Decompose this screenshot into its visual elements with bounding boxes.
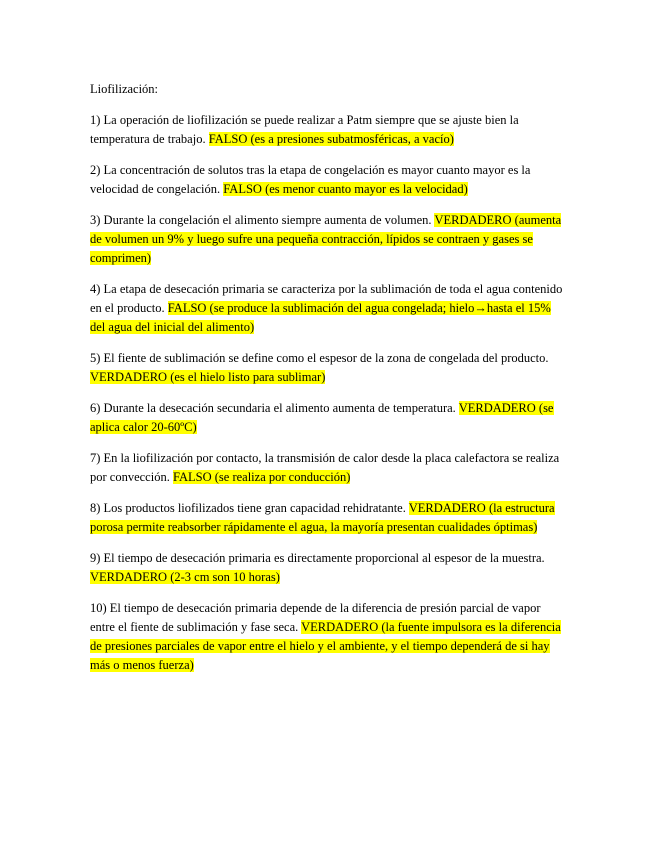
question-text: 3) Durante la congelación el alimento siempre aumenta de volumen. <box>90 213 435 227</box>
question-6 <box>90 399 567 437</box>
question-2 <box>90 161 567 199</box>
question-text: 2) La concentración de solutos tras la etapa de congelación es mayor cuanto mayor es la velocidad de congelación. <box>90 163 531 196</box>
question-text: 10) El tiempo de desecación primaria depende de la diferencia de presión parcial de vapor entre el fiente de sublimación y fase seca. <box>90 601 541 634</box>
question-5 <box>90 349 567 387</box>
answer-highlight: VERDADERO (es el hielo listo para sublimar) <box>90 370 326 384</box>
question-text: 8) Los productos liofilizados tiene gran capacidad rehidratante. <box>90 501 409 515</box>
answer-highlight: FALSO (es menor cuanto mayor es la velocidad) <box>223 182 468 196</box>
question-7 <box>90 449 567 487</box>
question-10 <box>90 599 567 675</box>
question-1 <box>90 111 567 149</box>
answer-highlight: FALSO (se produce la sublimación del agua congelada; hielo→hasta el 15% del agua del inicial del alimento) <box>90 301 551 334</box>
question-text: 4) La etapa de desecación primaria se caracteriza por la sublimación de toda el agua contenido en el producto. <box>90 282 563 315</box>
page-title: Liofilización: <box>90 82 159 96</box>
answer-highlight: VERDADERO (aumenta de volumen un 9% y luego sufre una pequeña contracción, lípidos se contraen y gases se comprimen) <box>90 213 562 265</box>
answer-highlight: VERDADERO (la fuente impulsora es la diferencia de presiones parciales de vapor entre el hielo y el ambiente, y el tiempo dependerá de si hay más o menos fuerza) <box>90 620 561 672</box>
question-4 <box>90 280 567 337</box>
question-text: 7) En la liofilización por contacto, la transmisión de calor desde la placa calefactora se realiza por convección. <box>90 451 560 484</box>
question-3 <box>90 211 567 268</box>
question-text: 1) La operación de liofilización se puede realizar a Patm siempre que se ajuste bien la temperatura de trabajo. <box>90 113 519 146</box>
question-text: 9) El tiempo de desecación primaria es directamente proporcional al espesor de la muestra. <box>90 551 545 565</box>
question-8 <box>90 499 567 537</box>
answer-highlight: VERDADERO (la estructura porosa permite reabsorber rápidamente el agua, la mayoría presentan cualidades óptimas) <box>90 501 555 534</box>
question-9 <box>90 549 567 587</box>
answer-highlight: FALSO (se realiza por conducción) <box>172 470 351 484</box>
answer-highlight: VERDADERO (2-3 cm son 10 horas) <box>90 570 280 584</box>
question-text: 5) El fiente de sublimación se define como el espesor de la zona de congelada del producto. <box>90 351 549 365</box>
answer-highlight: VERDADERO (se aplica calor 20-60ºC) <box>90 401 554 434</box>
answer-highlight: FALSO (es a presiones subatmosféricas, a vacío) <box>208 132 454 146</box>
question-text: 6) Durante la desecación secundaria el alimento aumenta de temperatura. <box>90 401 459 415</box>
